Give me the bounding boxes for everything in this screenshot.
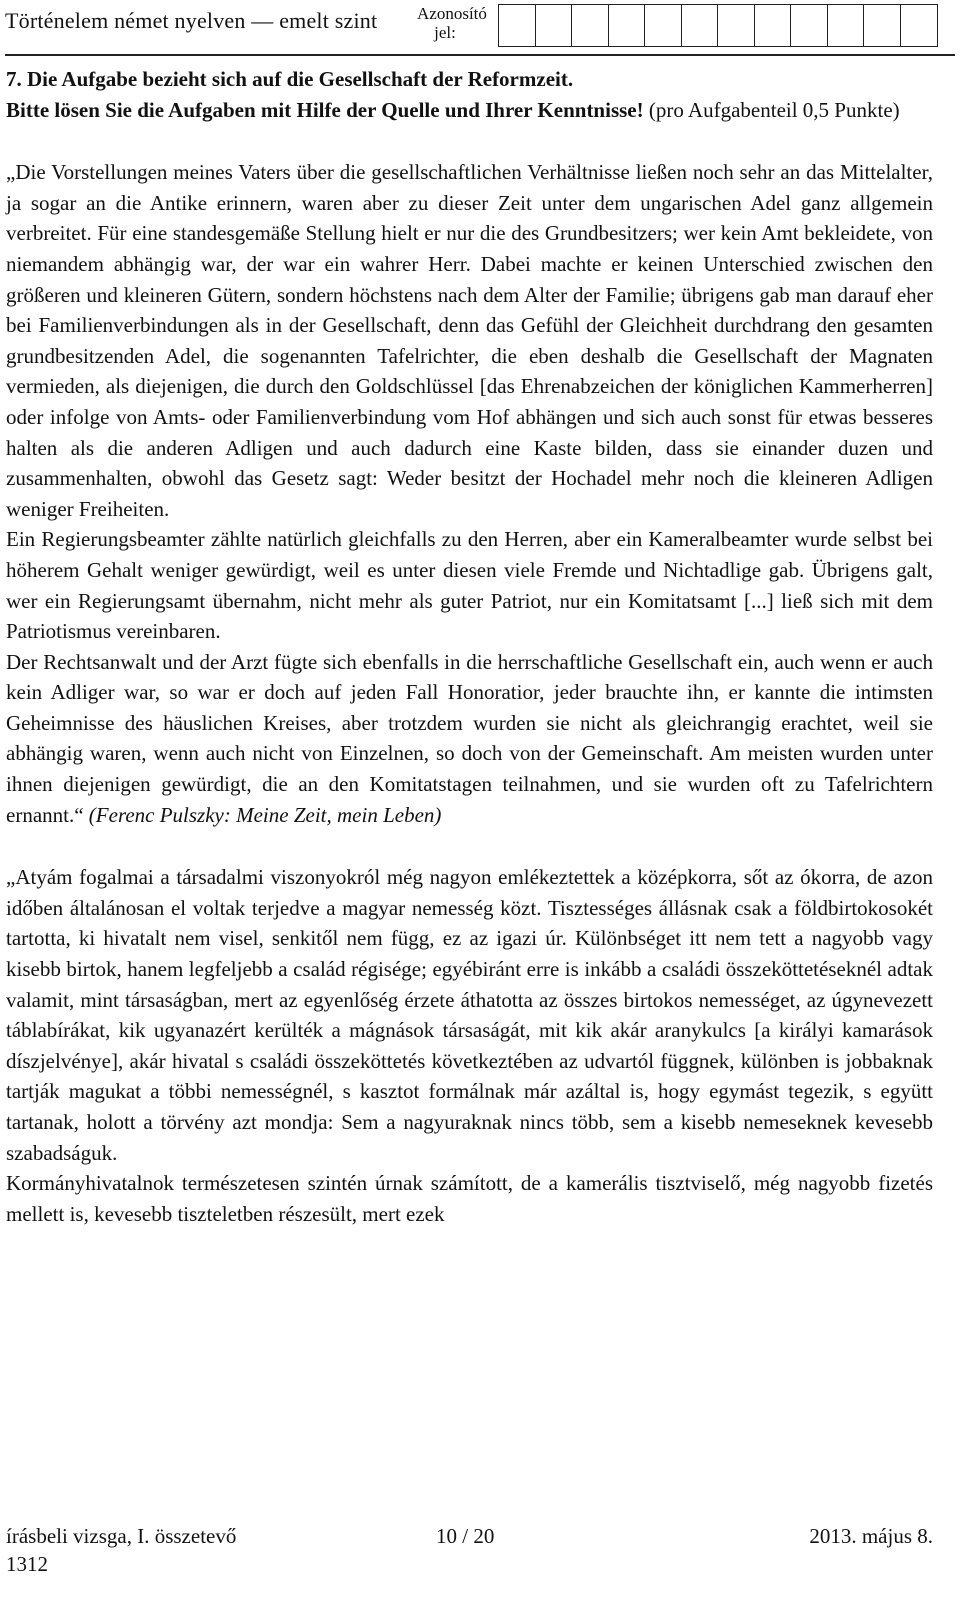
task-points: (pro Aufgabenteil 0,5 Punkte) xyxy=(643,97,900,122)
task-heading xyxy=(6,64,933,125)
id-box xyxy=(827,4,865,47)
id-box xyxy=(790,4,828,47)
id-box xyxy=(863,4,901,47)
id-box xyxy=(535,4,573,47)
exam-date: 2013. május 8. xyxy=(809,1524,933,1548)
id-box xyxy=(900,4,938,47)
id-box xyxy=(754,4,792,47)
id-box xyxy=(498,4,536,47)
page-header xyxy=(5,0,955,56)
german-paragraph-2: Ein Regierungsbeamter zählte natürlich gleichfalls zu den Herren, aber ein Kameralbeamter wurde selbst bei höherem Gehalt weniger gewürdigt, weil es unter diesen viele Fremde und Nichtadlige gab. Übrigens galt, wer ein Regierungsamt übernahm, nicht mehr als guter Patriot, nur ein Komitatsamt [...] ließ sich mit dem Patriotismus vereinbaren. xyxy=(6,527,933,644)
id-box xyxy=(644,4,682,47)
id-box xyxy=(681,4,719,47)
footer-exam-type: írásbeli vizsga, I. összetevő xyxy=(6,1524,237,1548)
german-paragraph-1: „Die Vorstellungen meines Vaters über die gesellschaftlichen Verhältnisse ließen noch sehr an das Mittelalter, ja sogar an die Antike erinnern, waren aber zu dieser Zeit unter dem ungarischen Adel ganz allgemein verbreitet. Für eine standesgemäße Stellung hielt er nur die des Grundbesitzers; wer kein Amt bekleidete, von niemandem abhängig war, der war ein wahrer Herr. Dabei machte er keinen Unterschied zwischen den größeren und kleineren Gütern, sondern höchstens nach dem Alter der Familie; übrigens gab man darauf eher bei Familienverbindungen als in der Gesellschaft, denn das Gefühl der Gleichheit durchdrang den gesamten grundbesitzenden Adel, die sogenannten Tafelrichter, die eben deshalb die Gesellschaft der Magnaten vermieden, als diejenigen, die durch den Goldschlüssel [das Ehrenabzeichen der königlichen Kammerherren] oder infolge von Amts- oder Familienverbindung vom Hof abhängen und sich auch sonst für etwas besseres halten als die anderen Adligen und auch dadurch eine Kaste bilden, dass sie einander duzen und zusammenhalten, obwohl das Gesetz sagt: Weder besitzt der Hochadel mehr noch die kleineren Adligen weniger Freiheiten. xyxy=(6,160,933,521)
id-code-boxes xyxy=(498,4,936,47)
id-label-line1: Azonosító xyxy=(417,4,487,23)
id-label xyxy=(417,4,487,42)
german-paragraph-3 xyxy=(6,647,933,831)
page-number: 10 / 20 xyxy=(436,1524,495,1548)
page-content xyxy=(6,64,933,1229)
german-paragraph-3-text: Der Rechtsanwalt und der Arzt fügte sich ebenfalls in die herrschaftliche Gesellschaft ein, auch wenn er auch kein Adliger war, so war er doch auf jeden Fall Honoratior, jeder brauchte ihn, er kannte die intimsten Geheimnisse des häuslichen Kreises, aber trotzdem wurden sie nicht als gleichrangig erachtet, weil sie abhängig waren, wenn auch nicht von Einzelnen, so doch von der Gemeinschaft. Am meisten wurden unter ihnen diejenigen gewürdigt, die an den Komitatstagen teilnahmen, und sie wurden oft zu Tafelrichtern ernannt.“ xyxy=(6,649,933,827)
german-citation: (Ferenc Pulszky: Meine Zeit, mein Leben) xyxy=(88,802,442,827)
id-label-line2: jel: xyxy=(434,23,456,42)
id-box xyxy=(717,4,755,47)
exam-code: 1312 xyxy=(6,1552,48,1576)
hungarian-paragraph-2: Kormányhivatalnok természetesen szintén úrnak számított, de a kamerális tisztviselő, még nagyobb fizetés mellett is, kevesebb tiszteletben részesült, mert ezek xyxy=(6,1171,933,1226)
task-title: 7. Die Aufgabe bezieht sich auf die Gesellschaft der Reformzeit. xyxy=(6,67,574,91)
hungarian-paragraph-1: „Atyám fogalmai a társadalmi viszonyokról még nagyon emlékeztettek a középkorra, sőt az ókorra, de azon időben általánosan el voltak terjedve a magyar nemesség közt. Tisztességes állásnak csak a földbirtokosokét tartotta, ki hivatalt nem visel, senkitől nem függ, ez az igazi úr. Különbséget itt nem tett a nagyobb vagy kisebb birtok, hanem legfeljebb a család régisége; egyébiránt erre is inkább a családi összeköttetéseknél adtak valamit, mint társaságban, mert az egyenlőség érzete áthatotta az összes birtokos nemességet, az úgynevezett táblabírákat, kik ugyanazért kerülték a mágnások társaságát, mit kik akár aranykulcs [a királyi kamarások díszjelvénye], akár hivatal s családi összeköttetés következtében az udvartól függnek, különben is jobbaknak tartják magukat a többi nemességnél, s kasztot formálnak már azáltal is, hogy egymást tegezik, s együtt tartanak, holott a törvény azt mondja: Sem a nagyuraknak nincs több, sem a kisebb nemeseknek kevesebb szabadságuk. xyxy=(6,865,933,1165)
task-instruction: Bitte lösen Sie die Aufgaben mit Hilfe der Quelle und Ihrer Kenntnisse! xyxy=(6,97,644,122)
exam-title: Történelem német nyelven — emelt szint xyxy=(5,8,378,33)
id-box xyxy=(571,4,609,47)
id-box xyxy=(608,4,646,47)
